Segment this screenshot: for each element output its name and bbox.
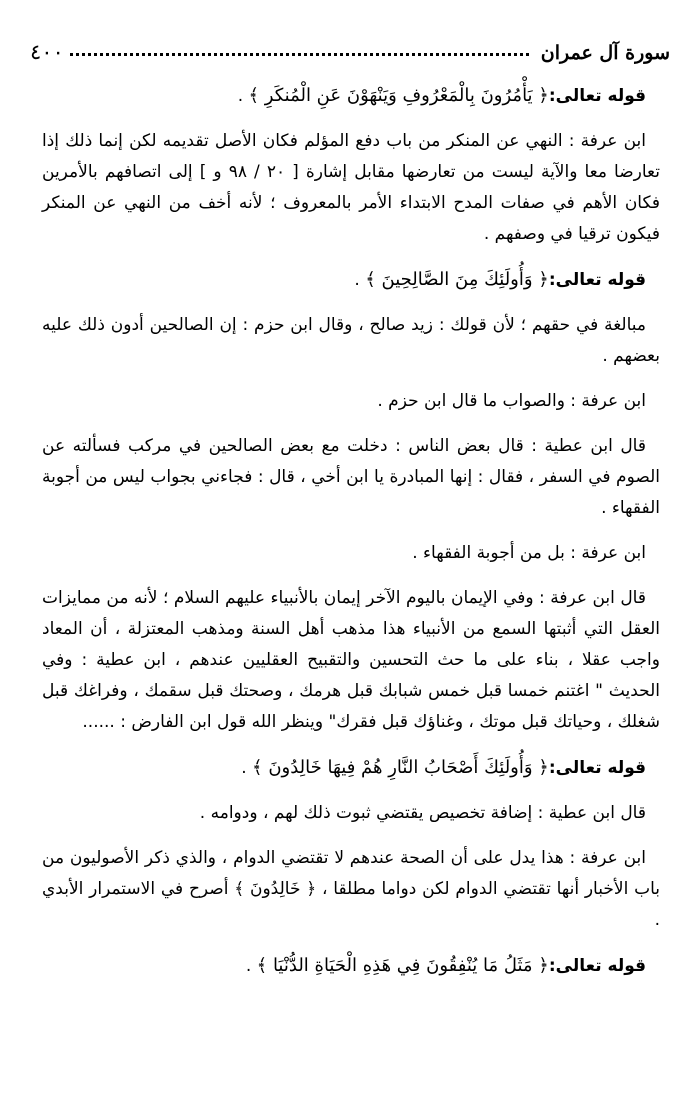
verse-paragraph: قوله تعالى:﴿ وَأُولَئِكَ أَصْحَابُ النَّارِ هُمْ فِيهَا خَالِدُونَ ﴾ . xyxy=(241,757,646,778)
verse-paragraph: قوله تعالى:﴿ يَأْمُرُونَ بِالْمَعْرُوفِ وَيَنْهَوْنَ عَنِ الْمُنكَرِ ﴾ . xyxy=(237,85,646,106)
quran-verse: ﴿ وَأُولَئِكَ مِنَ الصَّالِحِينَ ﴾ xyxy=(365,269,549,290)
page-body xyxy=(42,80,660,996)
surah-title: سورة آل عمران xyxy=(540,42,670,64)
verse-lead: قوله تعالى: xyxy=(548,86,646,106)
commentary-paragraph: قال ابن عطية : إضافة تخصيص يقتضي ثبوت ذلك لهم ، ودوامه . xyxy=(199,803,646,823)
commentary-paragraph: ابن عرفة : والصواب ما قال ابن حزم . xyxy=(377,391,646,411)
verse-lead: قوله تعالى: xyxy=(548,758,646,778)
running-header xyxy=(30,34,670,64)
commentary-paragraph: ابن عرفة : بل من أجوبة الفقهاء . xyxy=(412,543,646,563)
verse-lead: قوله تعالى: xyxy=(548,270,646,290)
verse-lead: قوله تعالى: xyxy=(548,956,646,976)
header-dotted-rule xyxy=(70,53,529,56)
verse-paragraph: قوله تعالى:﴿ مَثَلُ مَا يُنْفِقُونَ فِي هَذِهِ الْحَيَاةِ الدُّنْيَا ﴾ . xyxy=(245,955,646,976)
quran-verse: ﴿ يَأْمُرُونَ بِالْمَعْرُوفِ وَيَنْهَوْنَ عَنِ الْمُنكَرِ ﴾ xyxy=(248,85,549,106)
commentary-paragraph: قال ابن عرفة : وفي الإيمان باليوم الآخر إيمان بالأنبياء عليهم السلام ؛ لأنه من ممايزات العقل التي أثبتها السمع من الأنبياء هذا مذهب أهل السنة ومذهب المعتزلة ، أن المعاد واجب عقلا ، بناء على ما حث التحسين والتقبيح العقليين عندهم ، ابن عطية : وفي الحديث " اغتنم خمسا قبل خمس شبابك قبل هرمك ، وصحتك قبل سقمك ، وفراغك قبل شغلك ، وحياتك قبل موتك ، وغناؤك قبل فقرك" وينظر الله قول ابن الفارض : ...... xyxy=(42,588,660,732)
commentary-paragraph: ابن عرفة : النهي عن المنكر من باب دفع المؤلم فكان الأصل تقديمه لكن إنما ذلك إذا تعارضا معا والآية ليست من تعارضها مقابل إشارة [ ٢٠ / ٩٨ و ] إلى اتصافهم بالأمرين فكان الأهم في صفات المدح الابتداء الأمر بالمعروف ؛ لأنه أخف من النهي عن المنكر فيكون ترقيا في وصفهم . xyxy=(42,131,660,244)
page-number: ٤٠٠ xyxy=(30,40,64,64)
quran-verse: ﴿ مَثَلُ مَا يُنْفِقُونَ فِي هَذِهِ الْحَيَاةِ الدُّنْيَا ﴾ xyxy=(256,955,549,976)
commentary-paragraph: مبالغة في حقهم ؛ لأن قولك : زيد صالح ، وقال ابن حزم : إن الصالحين أدون ذلك عليه بعضهم . xyxy=(42,315,660,366)
commentary-paragraph: قال ابن عطية : قال بعض الناس : دخلت مع بعض الصالحين في مركب فسألته عن الصوم في السفر ، فقال : إنها المبادرة يا ابن أخي ، قال : فجاءني بجواب ليس من أجوبة الفقهاء . xyxy=(42,436,660,518)
quran-verse: ﴿ وَأُولَئِكَ أَصْحَابُ النَّارِ هُمْ فِيهَا خَالِدُونَ ﴾ xyxy=(252,757,549,778)
verse-paragraph: قوله تعالى:﴿ وَأُولَئِكَ مِنَ الصَّالِحِينَ ﴾ . xyxy=(354,269,646,290)
commentary-paragraph: ابن عرفة : هذا يدل على أن الصحة عندهم لا تقتضي الدوام ، والذي ذكر الأصوليون من باب الأخبار أنها تقتضي الدوام لكن دواما مطلقا ، ﴿ خَالِدُونَ ﴾ أصرح في الاستمرار الأبدي . xyxy=(42,848,660,930)
